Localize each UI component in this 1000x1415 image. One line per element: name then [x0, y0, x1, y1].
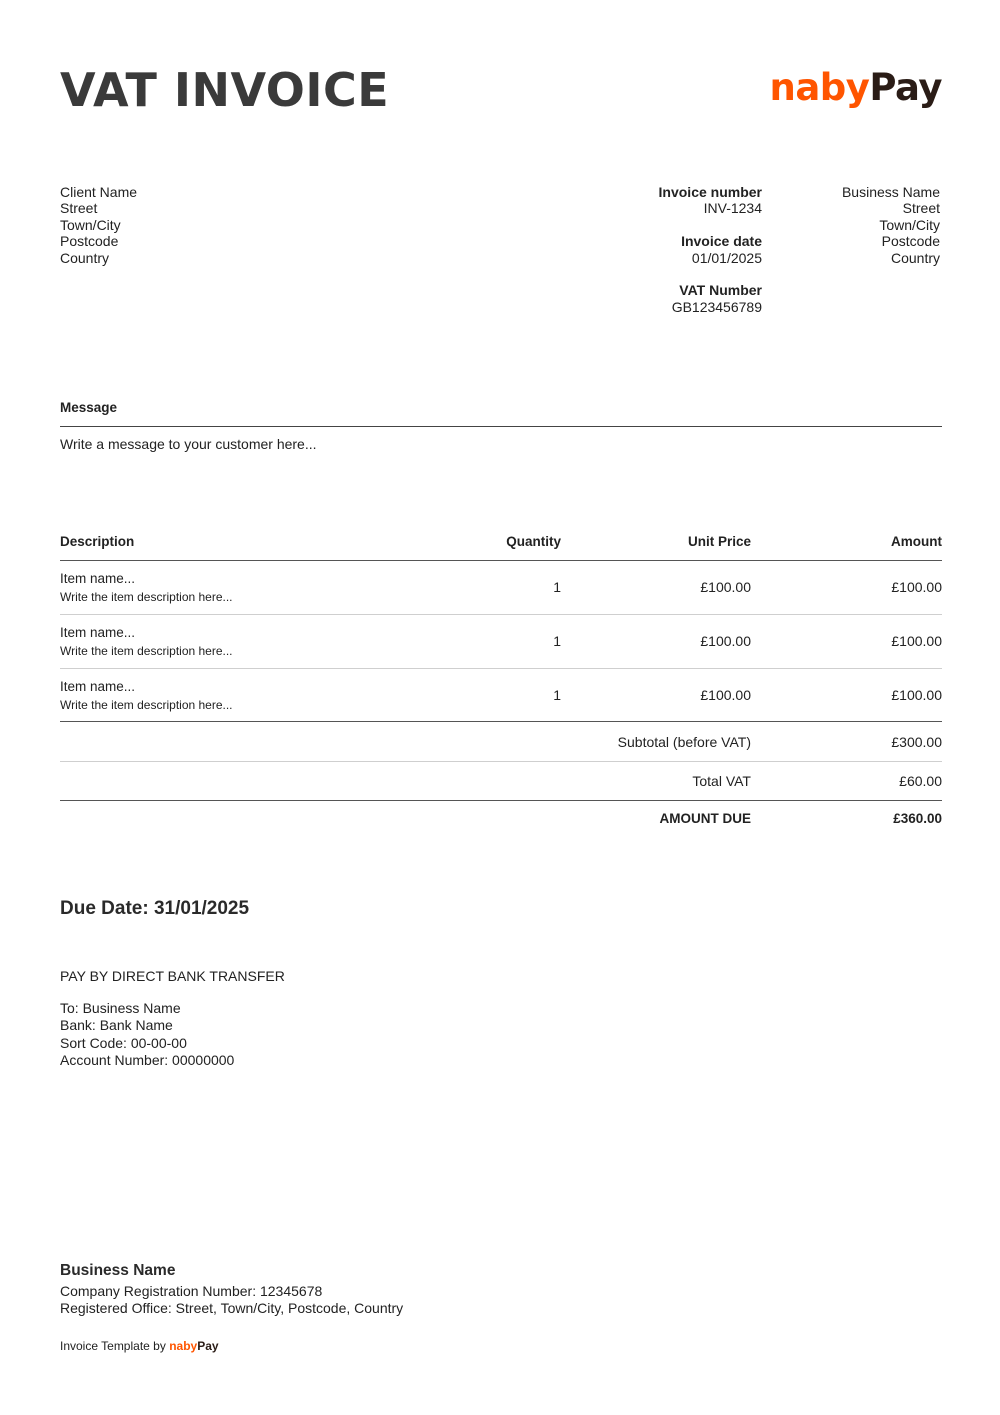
client-address [60, 184, 137, 266]
amount-due-label: AMOUNT DUE [659, 811, 751, 826]
column-header-unit-price: Unit Price [687, 534, 751, 549]
vat-number-label: VAT Number [679, 282, 762, 299]
row-divider [60, 668, 942, 669]
payment-bank: Bank: Bank Name [60, 1017, 173, 1034]
payment-sort-code: Sort Code: 00-00-00 [60, 1034, 187, 1051]
item-amount: £100.00 [891, 633, 942, 649]
subtotal-divider [60, 761, 942, 762]
nabypay-logo [770, 66, 943, 110]
business-name: Business Name [841, 184, 940, 200]
footer-business-name: Business Name [60, 1262, 176, 1279]
credit-prefix: Invoice Template by [60, 1339, 166, 1353]
template-credit [60, 1339, 219, 1353]
column-header-amount: Amount [891, 534, 942, 549]
column-header-description: Description [60, 534, 135, 549]
item-quantity: 1 [553, 633, 561, 649]
item-name: Item name... [60, 571, 136, 586]
total-vat-label: Total VAT [692, 773, 751, 789]
payment-details [60, 968, 285, 1070]
message-divider [60, 426, 942, 427]
client-city: Town/City [60, 216, 121, 233]
subtotal-value: £300.00 [891, 734, 942, 750]
item-description: Write the item description here... [60, 698, 233, 712]
item-unit-price: £100.00 [700, 687, 751, 703]
item-unit-price: £100.00 [700, 579, 751, 595]
item-amount: £100.00 [891, 579, 942, 595]
total-vat-value: £60.00 [899, 773, 942, 789]
message-text: Write a message to your customer here... [60, 436, 317, 452]
vat-number-value: GB123456789 [671, 298, 762, 315]
table-bottom-divider [60, 721, 942, 722]
logo-part-pay: Pay [869, 66, 942, 109]
registered-office: Registered Office: Street, Town/City, Postcode, Country [60, 1300, 404, 1316]
item-unit-price: £100.00 [700, 633, 751, 649]
message-label: Message [60, 400, 118, 415]
row-divider [60, 614, 942, 615]
company-registration: Company Registration Number: 12345678 [60, 1283, 323, 1299]
business-street: Street [902, 200, 940, 217]
invoice-number-label: Invoice number [658, 184, 762, 200]
payment-account-number: Account Number: 00000000 [60, 1052, 235, 1069]
due-date: Due Date: 31/01/2025 [60, 898, 250, 919]
business-city: Town/City [879, 216, 940, 233]
credit-logo-naby: naby [169, 1339, 198, 1353]
item-description: Write the item description here... [60, 644, 233, 658]
invoice-number-value: INV-1234 [703, 200, 762, 217]
logo-part-naby: naby [769, 66, 870, 109]
item-description: Write the item description here... [60, 590, 233, 604]
business-country: Country [890, 249, 940, 266]
item-quantity: 1 [553, 687, 561, 703]
client-name: Client Name [60, 184, 138, 200]
client-postcode: Postcode [60, 233, 119, 250]
payment-heading: PAY BY DIRECT BANK TRANSFER [60, 968, 285, 984]
item-quantity: 1 [553, 579, 561, 595]
invoice-title: VAT INVOICE [60, 63, 390, 117]
client-country: Country [60, 249, 110, 266]
table-header-divider [60, 560, 942, 561]
item-name: Item name... [60, 679, 136, 694]
client-street: Street [60, 200, 98, 217]
column-header-quantity: Quantity [506, 534, 561, 549]
subtotal-label: Subtotal (before VAT) [617, 734, 751, 750]
amount-due-value: £360.00 [893, 811, 942, 826]
totals-divider [60, 800, 942, 801]
invoice-date-label: Invoice date [681, 233, 762, 250]
credit-logo [169, 1339, 218, 1353]
invoice-date-value: 01/01/2025 [691, 249, 762, 266]
business-address [842, 184, 940, 266]
credit-logo-pay: Pay [197, 1339, 219, 1353]
item-amount: £100.00 [891, 687, 942, 703]
invoice-meta [659, 184, 762, 315]
business-postcode: Postcode [881, 233, 940, 250]
item-name: Item name... [60, 625, 136, 640]
payment-to: To: Business Name [60, 1000, 181, 1016]
